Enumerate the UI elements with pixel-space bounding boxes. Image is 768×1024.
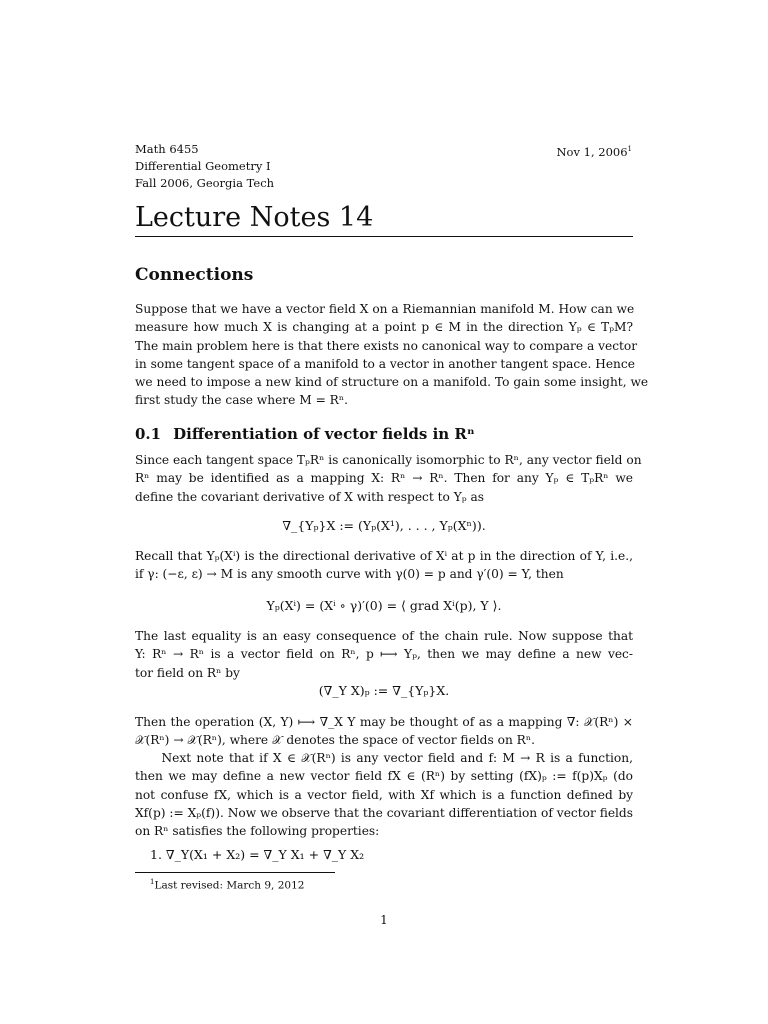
equation-covariant-derivative: ∇_{Yₚ}X := (Yₚ(X¹), . . . , Yₚ(Xⁿ)).	[282, 518, 486, 533]
text-line: measure how much X is changing at a point p ∈ M in the direction Yₚ ∈ TₚM?	[135, 320, 633, 335]
text-line: in some tangent space of a manifold to a vector in another tangent space. Hence	[135, 356, 635, 371]
equation-gradient: Yₚ(Xⁱ) = (Xⁱ ∘ γ)′(0) = ⟨ grad Xⁱ(p), Y ⟩.	[266, 598, 502, 613]
date-footnote-mark: 1	[627, 145, 632, 153]
equation-vector-field: (∇_Y X)ₚ := ∇_{Yₚ}X.	[318, 683, 450, 698]
text-line: if γ: (−ε, ε) → M is any smooth curve with γ(0) = p and γ′(0) = Y, then	[135, 567, 564, 582]
text-line: tor field on Rⁿ by	[135, 665, 240, 680]
text-line: Since each tangent space TₚRⁿ is canonically isomorphic to Rⁿ, any vector field on	[135, 453, 642, 467]
course-info	[135, 141, 274, 192]
page-number: 1	[380, 913, 388, 927]
course-number: Math 6455	[135, 142, 199, 156]
footnote-text: Last revised: March 9, 2012	[154, 879, 305, 892]
page-title: Lecture Notes 14	[135, 202, 374, 233]
section-title: Connections	[135, 265, 254, 285]
text-line: define the covariant derivative of X with respect to Yₚ as	[135, 489, 485, 504]
text-line: The last equality is an easy consequence of the chain rule. Now suppose that	[135, 629, 633, 643]
lecture-date	[556, 141, 632, 161]
text-line: Y: Rⁿ → Rⁿ is a vector field on Rⁿ, p ⟼ Yₚ, then we may define a new vec-	[135, 647, 633, 662]
text-line: Then the operation (X, Y) ⟼ ∇_X Y may be thought of as a mapping ∇: 𝒳(Rⁿ) ×	[135, 715, 633, 729]
subsection-title	[135, 423, 475, 445]
text-line: first study the case where M = Rⁿ.	[135, 393, 348, 408]
text-line: Rⁿ may be identified as a mapping X: Rⁿ → Rⁿ. Then for any Yₚ ∈ TₚRⁿ we	[135, 471, 633, 486]
title-rule	[135, 236, 633, 237]
text-line: then we may define a new vector field fX ∈ (Rⁿ) by setting (fX)ₚ := f(p)Xₚ (do	[135, 769, 633, 784]
text-line: Xf(p) := Xₚ(f)). Now we observe that the covariant differentiation of vector fields	[135, 805, 633, 820]
text-line: Recall that Yₚ(Xⁱ) is the directional derivative of Xⁱ at p in the direction of Y, i.e.,	[135, 549, 633, 563]
subsection-label: Differentiation of vector fields in Rⁿ	[173, 425, 475, 443]
list-item: 1. ∇_Y(X₁ + X₂) = ∇_Y X₁ + ∇_Y X₂	[150, 847, 365, 862]
date-text: Nov 1, 2006	[556, 144, 628, 159]
text-line: we need to impose a new kind of structure on a manifold. To gain some insight, we	[135, 375, 649, 390]
footnote-rule	[135, 872, 335, 873]
intro-paragraph	[135, 300, 649, 410]
text-line: The main problem here is that there exists no canonical way to compare a vector	[135, 338, 638, 353]
text-line: Next note that if X ∈ 𝒳(Rⁿ) is any vector field and f: M → R is a function,	[135, 751, 633, 765]
paragraph-chain-rule	[135, 627, 633, 682]
course-name: Differential Geometry I	[135, 159, 271, 173]
paragraph-directional-derivative	[135, 547, 633, 584]
paragraph-operation	[135, 713, 633, 750]
subsection-number: 0.1	[135, 425, 162, 443]
footnote	[150, 875, 304, 893]
course-term: Fall 2006, Georgia Tech	[135, 176, 275, 190]
paragraph-properties	[135, 749, 633, 840]
paragraph-covariant-def	[135, 451, 642, 506]
footnote-mark: 1	[150, 878, 155, 886]
text-line: not confuse fX, which is a vector field, with Xf which is a function defined by	[135, 787, 633, 802]
text-line: 𝒳(Rⁿ) → 𝒳(Rⁿ), where 𝒳 denotes the space of vector fields on Rⁿ.	[135, 733, 535, 748]
text-line: on Rⁿ satisfies the following properties:	[135, 824, 380, 839]
text-line: Suppose that we have a vector field X on a Riemannian manifold M. How can we	[135, 302, 635, 316]
